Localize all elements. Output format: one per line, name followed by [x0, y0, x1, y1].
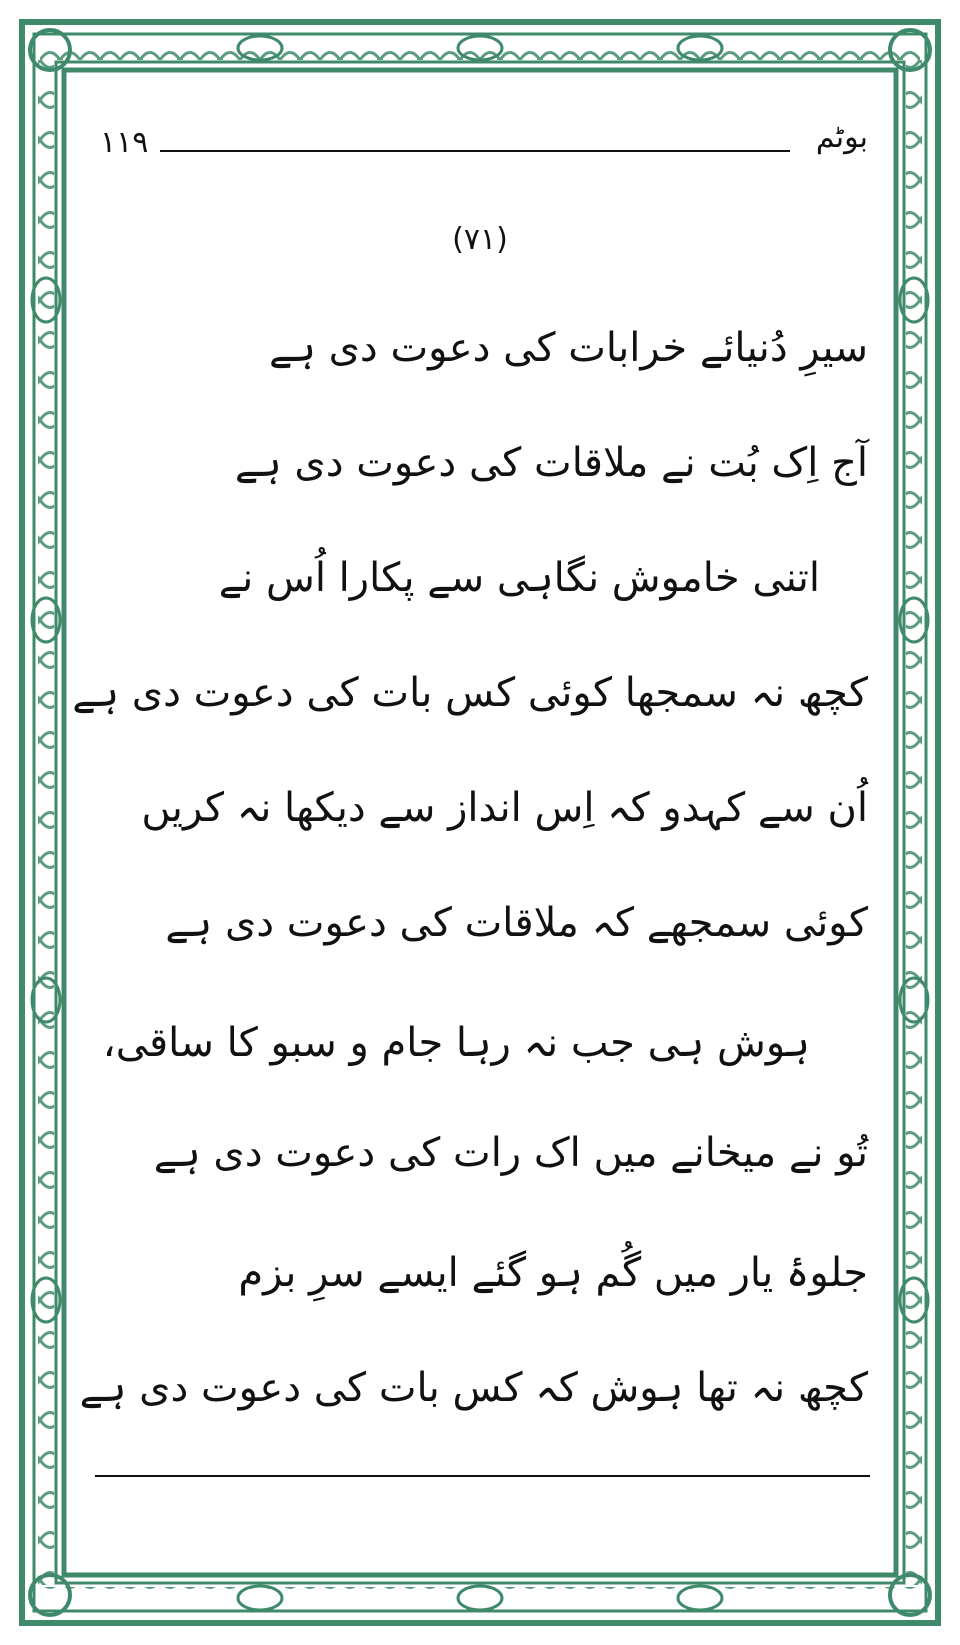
verse-3-line-2: کوئی سمجھے کہ ملاقات کی دعوت دی ہے — [165, 900, 868, 946]
header-rule — [160, 150, 790, 152]
verse-4-line-2: تُو نے میخانے میں اک رات کی دعوت دی ہے — [153, 1130, 868, 1176]
footer-rule — [95, 1475, 870, 1477]
verse-5-line-2: کچھ نہ تھا ہوش کہ کس بات کی دعوت دی ہے — [79, 1365, 868, 1411]
verse-3-line-1: اُن سے کہدو کہ اِس انداز سے دیکھا نہ کریں — [141, 785, 868, 831]
verse-1-line-2: آج اِک بُت نے ملاقات کی دعوت دی ہے — [234, 440, 868, 486]
verse-2-line-2: کچھ نہ سمجھا کوئی کس بات کی دعوت دی ہے — [72, 670, 868, 716]
verse-1-line-1: سیرِ دُنیائے خرابات کی دعوت دی ہے — [269, 325, 868, 371]
poem-number: (۷۱) — [452, 222, 508, 257]
page-number: ۱۱۹ — [100, 125, 149, 160]
verse-2-line-1: اتنی خاموش نگاہی سے پکارا اُس نے — [218, 555, 820, 601]
verse-4-line-1: ہوش ہی جب نہ رہا جام و سبو کا ساقی، — [102, 1020, 810, 1066]
running-head: بوٹم — [815, 120, 868, 155]
verse-5-line-1: جلوۂ یار میں گُم ہو گئے ایسے سرِ بزم — [238, 1250, 868, 1296]
